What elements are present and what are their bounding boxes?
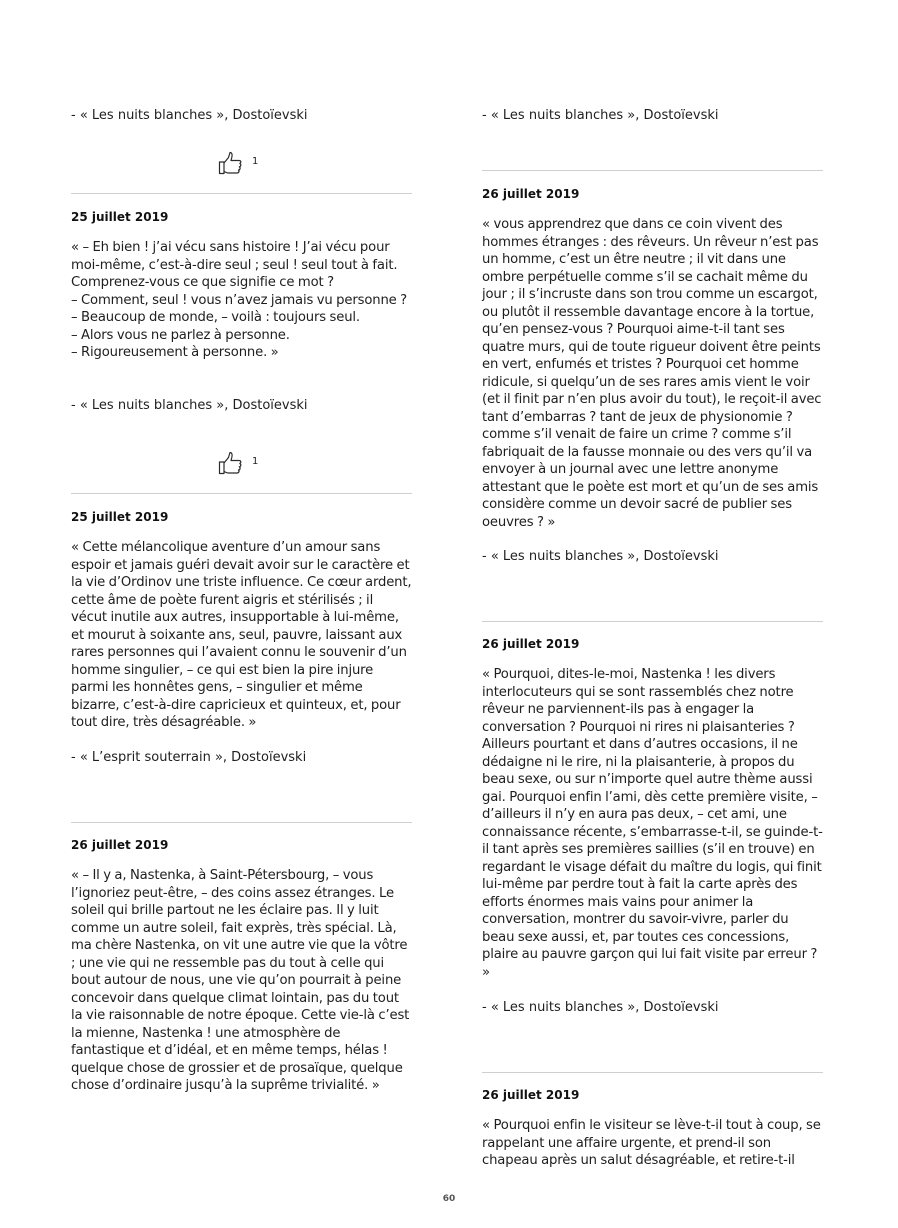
quote-source: - « Les nuits blanches », Dostoïevski: [482, 549, 719, 564]
divider: [71, 193, 412, 194]
entry-quote: « Pourquoi, dites-le-moi, Nastenka ! les divers interlocuteurs qui se sont rassemblés chez notre rêveur ne parviennent-ils pas à engager la conversation ? Pourquoi ni rires ni plaisanteries ? Ailleurs pourtant et dans d’autres occasions, il ne dédaigne ni le rire, ni la plaisanterie, à propos du beau sexe, ou sur n’importe quel autre thème aussi gai. Pourquoi enfin l’ami, dès cette première visite, – d’ailleurs il n’y en aura pas deux, – cet ami, une connaissance récente, s’embarrasse-t-il, se guinde-t-il tant après ses premières saillies (s’il en trouve) en regardant le visage défait du maître du logis, qui finit lui-même par perdre tout à fait la carte après des efforts énormes mais vains pour animer la conversation, montrer du savoir-vivre, parler du beau sexe aussi, et, par toutes ces concessions, plaire au pauvre garçon qui lui fait visite par erreur ? »: [482, 667, 823, 980]
entry-date: 26 juillet 2019: [71, 838, 169, 852]
quote-source: - « L’esprit souterrain », Dostoïevski: [71, 750, 307, 765]
divider: [482, 1072, 823, 1073]
page-number: 60: [442, 1194, 456, 1204]
entry-date: 25 juillet 2019: [71, 510, 169, 524]
like-widget[interactable]: [218, 151, 258, 175]
like-count: 1: [252, 156, 259, 167]
entry-date: 25 juillet 2019: [71, 210, 169, 224]
entry-quote: « Pourquoi enfin le visiteur se lève-t-il tout à coup, se rappelant une affaire urgente, et prend-il son chapeau après un salut désagréable, et retire-t-il: [482, 1118, 821, 1168]
quote-source: - « Les nuits blanches », Dostoïevski: [71, 108, 308, 123]
quote-source: - « Les nuits blanches », Dostoïevski: [482, 1000, 719, 1015]
divider: [71, 493, 412, 494]
entry-date: 26 juillet 2019: [482, 1088, 580, 1102]
quote-source: - « Les nuits blanches », Dostoïevski: [71, 398, 308, 413]
like-widget[interactable]: [218, 451, 258, 475]
entry-quote: « – Il y a, Nastenka, à Saint-Pétersbourg, – vous l’ignoriez peut-être, – des coins assez étranges. Le soleil qui brille partout ne les éclaire pas. Il y luit comme un autre soleil, fait exprès, très spécial. Là, ma chère Nastenka, on vit une autre vie que la vôtre ; une vie qui ne ressemble pas du tout à celle qui bout autour de nous, une vie qu’on pourrait à peine concevoir dans quelque climat lointain, pas du tout la vie raisonnable de notre époque. Cette vie-là c’est la mienne, Nastenka ! une atmosphère de fantastique et d’idéal, et en même temps, hélas ! quelque chose de grossier et de prosaïque, quelque chose d’ordinaire jusqu’à la suprême trivialité. »: [71, 868, 410, 1093]
quote-source: - « Les nuits blanches », Dostoïevski: [482, 108, 719, 123]
entry-quote: « vous apprendrez que dans ce coin vivent des hommes étranges : des rêveurs. Un rêveur n’est pas un homme, c’est un être neutre ; il vit dans une ombre perpétuelle comme s’il se cachait même du jour ; il s’incruste dans son trou comme un escargot, ou plutôt il ressemble davantage encore à la tortue, qu’en pensez-vous ? Pourquoi aime-t-il tant ses quatre murs, qui de toute rigueur doivent être peints en vert, enfumés et tristes ? Pourquoi cet homme ridicule, si quelqu’un de ses rares amis vient le voir (et il finit par n’en plus avoir du tout), le reçoit-il avec tant d’embarras ? tant de jeux de physionomie ? comme s’il venait de faire un crime ? comme s’il fabriquait de la fausse monnaie ou des vers qu’il va envoyer à un journal avec une lettre anonyme attestant que le poète est mort et qu’un de ses amis considère comme un devoir sacré de publier ses oeuvres ? »: [482, 217, 822, 530]
like-count: 1: [252, 456, 259, 467]
entry-date: 26 juillet 2019: [482, 637, 580, 651]
entry-quote: « Cette mélancolique aventure d’un amour sans espoir et jamais guéri devait avoir sur le caractère et la vie d’Ordinov une triste influence. Ce cœur ardent, cette âme de poète furent aigris et stérilisés ; il vécut inutile aux autres, insupportable à lui-même, et mourut à soixante ans, seul, pauvre, laissant aux rares personnes qui l’avaient connu le souvenir d’un homme singulier, – ce qui est bien la pire injure parmi les honnêtes gens, – singulier et même bizarre, c’est-à-dire capricieux et quinteux, et, pour tout dire, très désagréable. »: [71, 540, 412, 730]
divider: [482, 621, 823, 622]
divider: [482, 170, 823, 171]
divider: [71, 822, 412, 823]
entry-date: 26 juillet 2019: [482, 187, 580, 201]
entry-quote: « – Eh bien ! j’ai vécu sans histoire ! J’ai vécu pour moi-même, c’est-à-dire seul ; seul ! seul tout à fait. Comprenez-vous ce que signifie ce mot ? – Comment, seul ! vous n’avez jamais vu personne ? – Beaucoup de monde, – voilà : toujours seul. – Alors vous ne parlez à personne. – Rigoureusement à personne. »: [71, 240, 408, 360]
thumbs-up-icon[interactable]: [218, 451, 243, 475]
thumbs-up-icon[interactable]: [218, 151, 243, 175]
